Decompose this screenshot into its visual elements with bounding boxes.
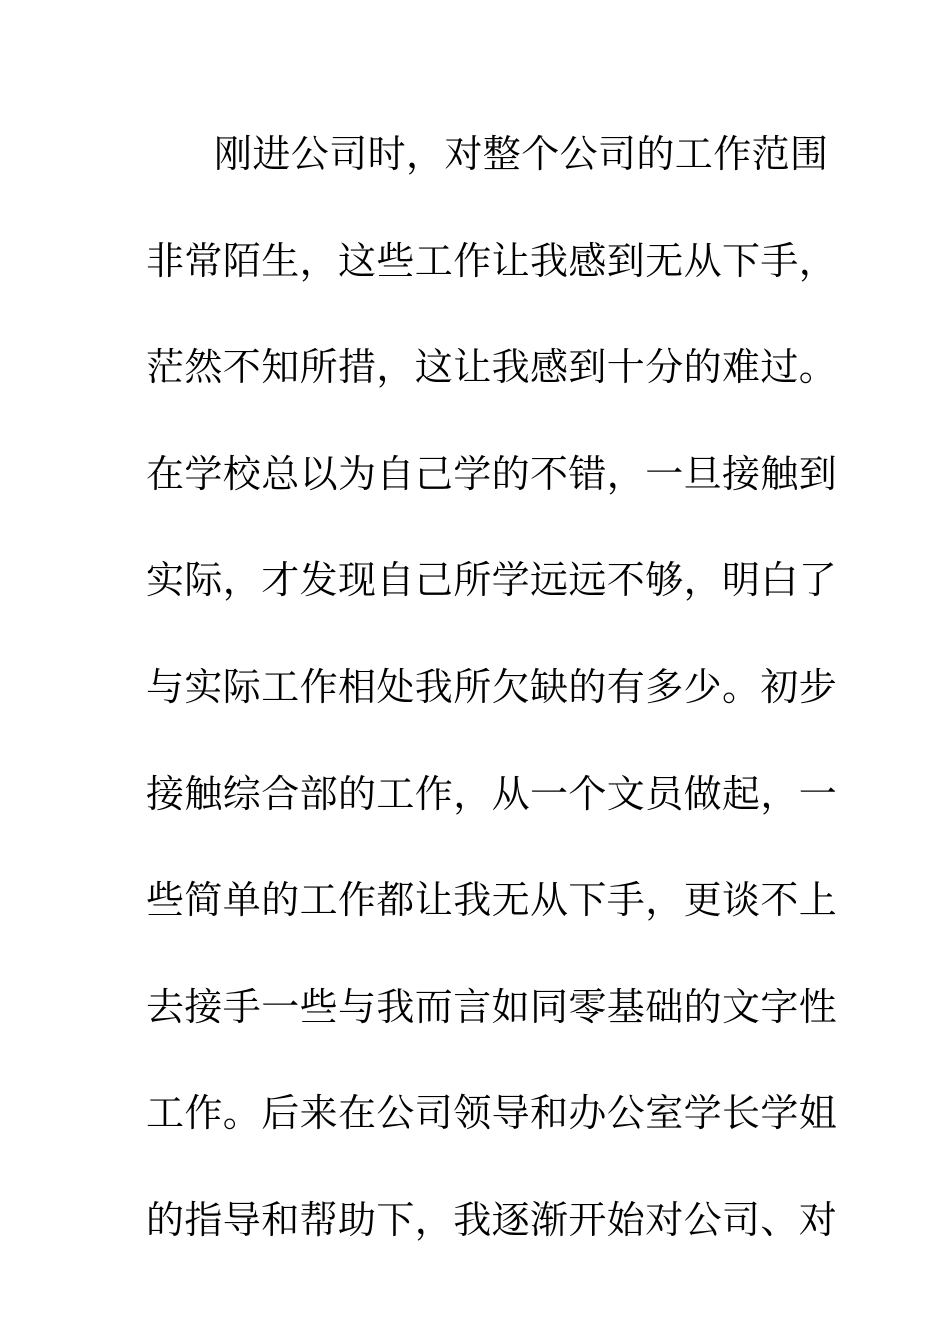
text-line: 在学校总以为自己学的不错，一旦接触到: [146, 451, 838, 496]
text-line: 的指导和帮助下，我逐渐开始对公司、对: [146, 1197, 838, 1242]
text-line: 实际，才发现自己所学远远不够，明白了: [146, 558, 838, 603]
text-line: 非常陌生，这些工作让我感到无从下手，: [146, 238, 838, 283]
text-line: 接触综合部的工作，从一个文员做起，一: [146, 771, 838, 816]
text-line: 些简单的工作都让我无从下手，更谈不上: [146, 878, 838, 923]
text-line: 与实际工作相处我所欠缺的有多少。初步: [146, 664, 838, 709]
text-line: 去接手一些与我而言如同零基础的文字性: [146, 984, 838, 1029]
body-paragraph: [146, 122, 838, 1295]
text-line: 刚进公司时，对整个公司的工作范围: [214, 132, 829, 176]
text-line: 茫然不知所措，这让我感到十分的难过。: [146, 345, 838, 390]
text-line: 工作。后来在公司领导和办公室学长学姐: [146, 1091, 838, 1136]
